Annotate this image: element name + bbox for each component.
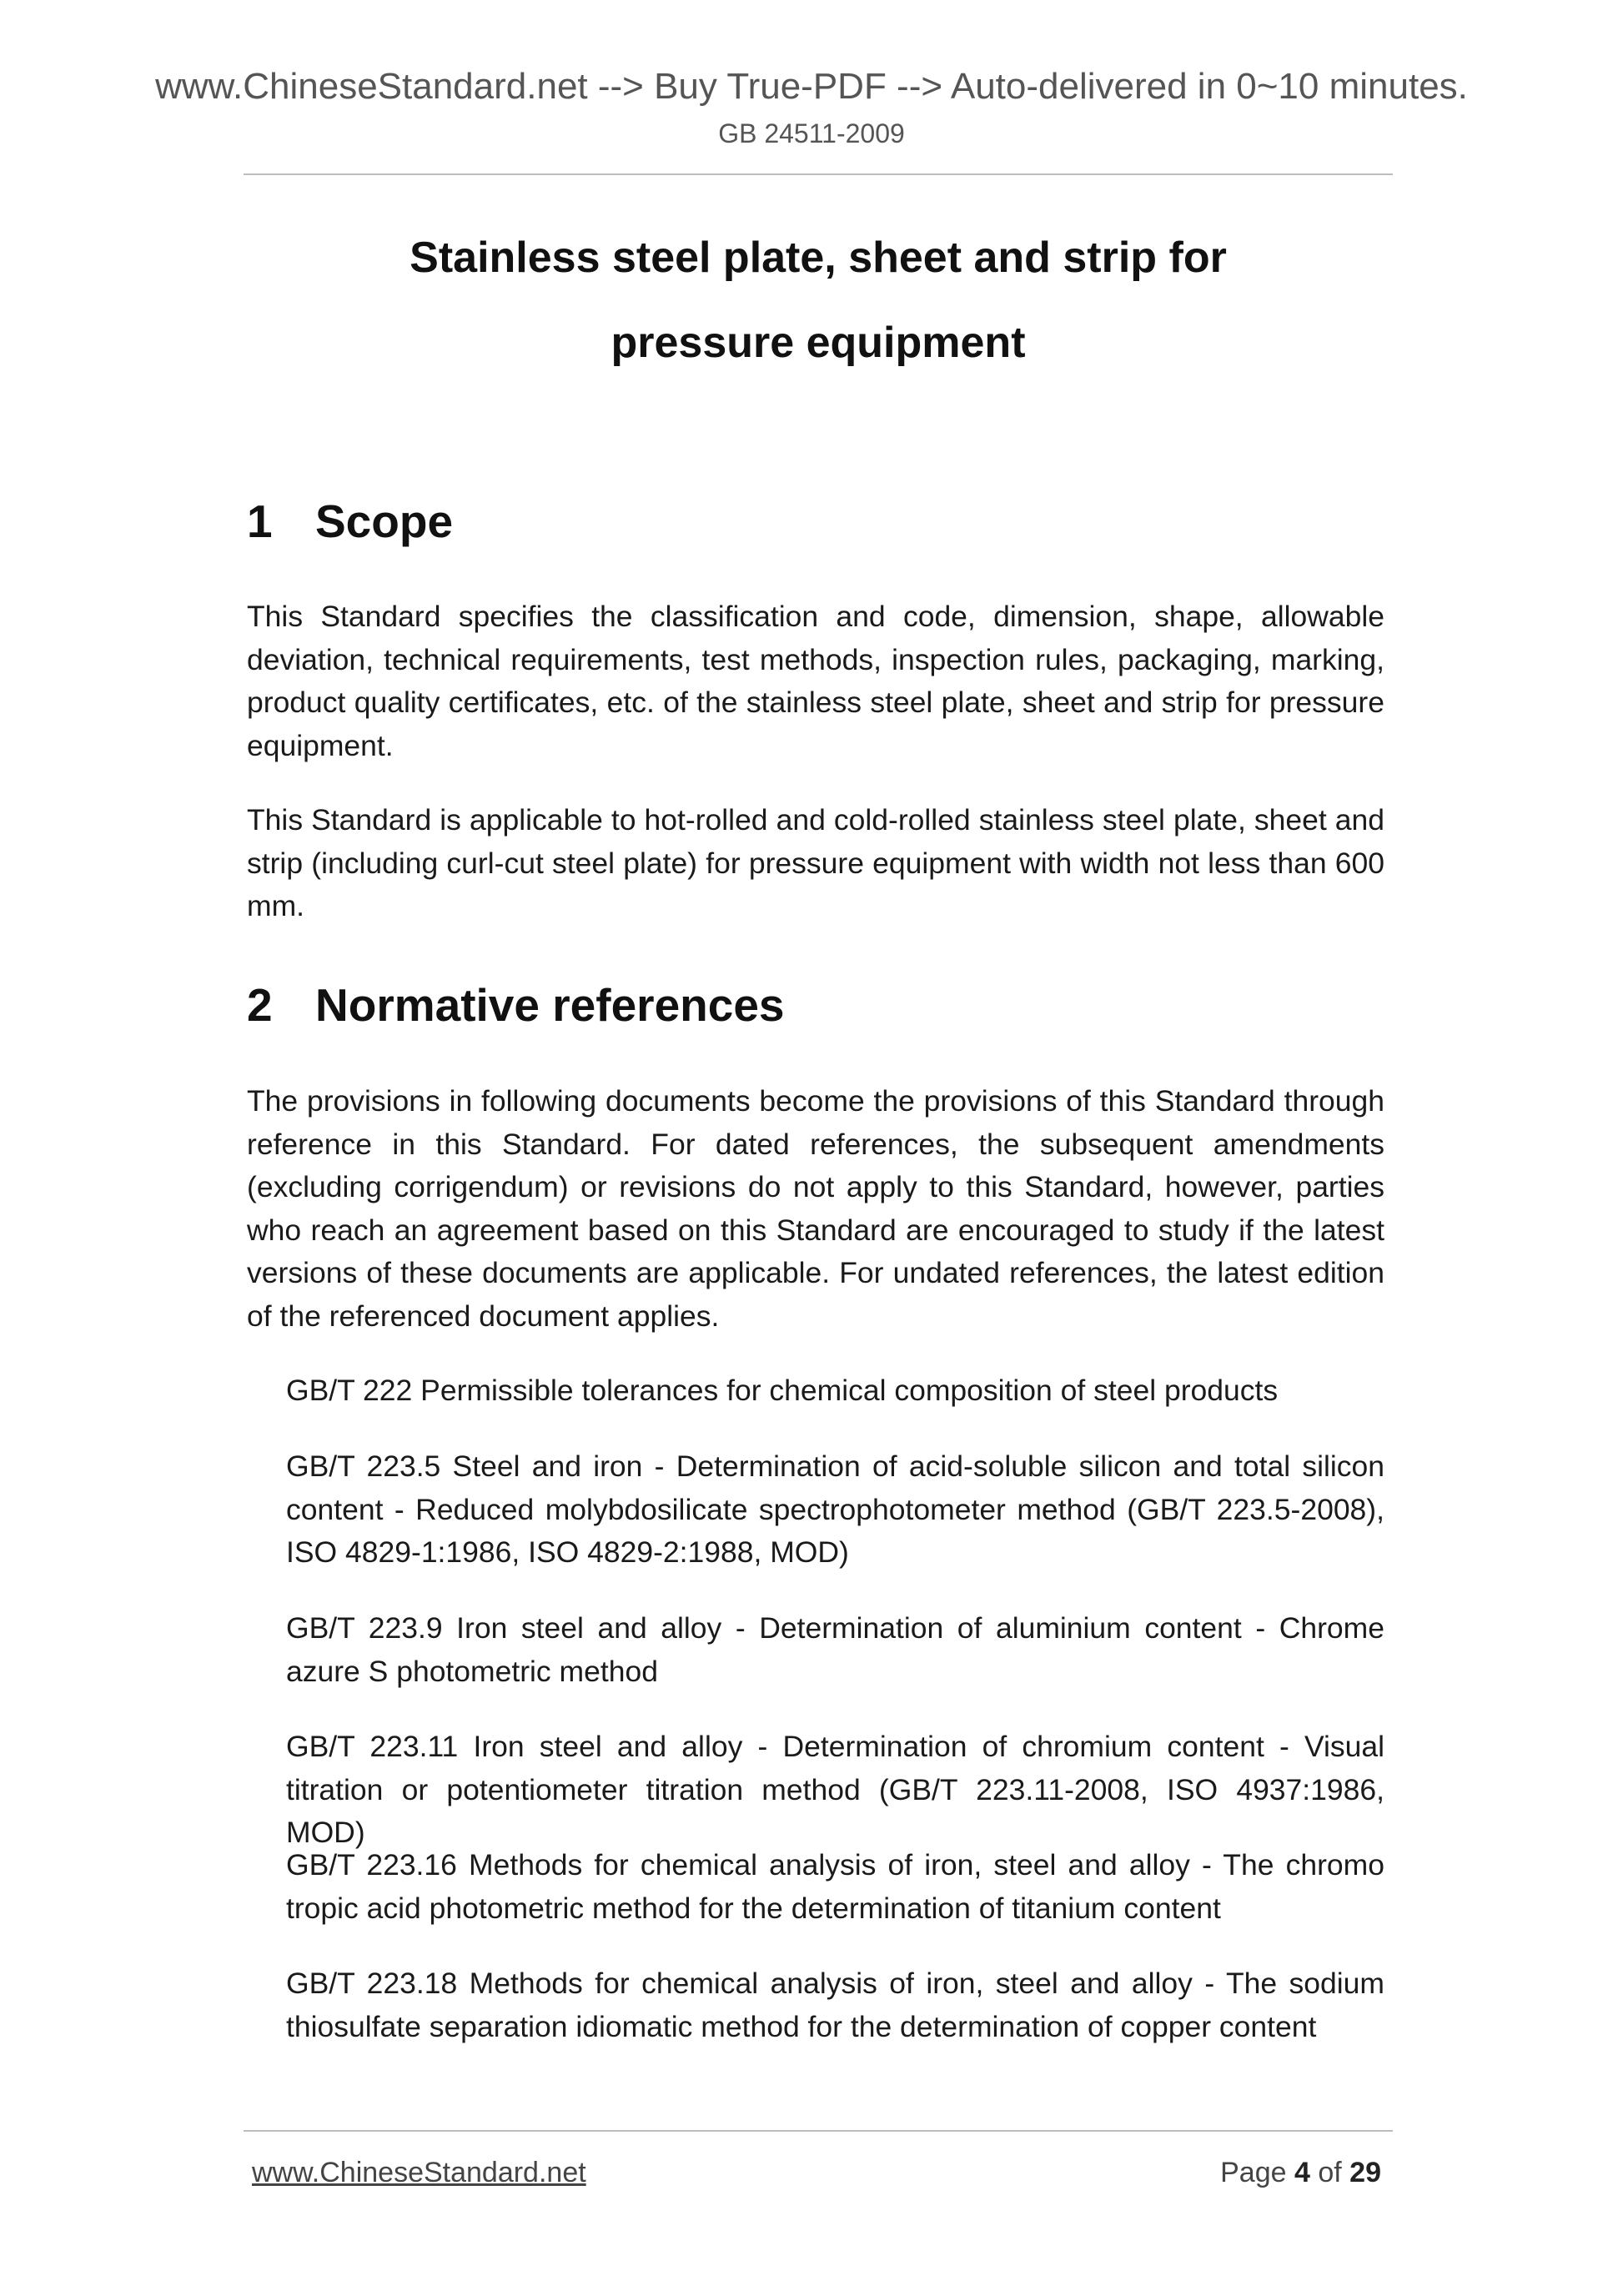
section-title: Scope <box>315 495 454 547</box>
header-banner: www.ChineseStandard.net --> Buy True-PDF --> Auto-delivered in 0~10 minutes. <box>155 66 1468 107</box>
footer-divider <box>244 2130 1393 2132</box>
reference-item: GB/T 223.9 Iron steel and alloy - Determination of aluminium content - Chrome azure S photometric method <box>286 1611 1384 1688</box>
scope-paragraph-1: This Standard specifies the classification and code, dimension, shape, allowable deviation, technical requirements, test methods, inspection rules, packaging, marking, product quality certificates, etc. of the stainless steel plate, sheet and strip for pressure equipment. <box>247 600 1384 762</box>
section-title: Normative references <box>315 979 785 1031</box>
section-heading-scope <box>247 492 453 550</box>
reference-item: GB/T 223.11 Iron steel and alloy - Determination of chromium content - Visual titration or potentiometer titration method (GB/T 223.11-2008, ISO 4937:1986, MOD) <box>286 1730 1384 1849</box>
reference-item: GB/T 222 Permissible tolerances for chemical composition of steel products <box>286 1374 1279 1407</box>
document-title-line-2: pressure equipment <box>611 319 1026 367</box>
section-number: 1 <box>247 495 273 547</box>
normative-references-intro: The provisions in following documents become the provisions of this Standard through reference in this Standard. For dated references, the subsequent amendments (excluding corrigendum) or revisions do not apply to this Standard, however, parties who reach an agreement based on this Standard are encouraged to study if the latest versions of these documents are applicable. For undated references, the latest edition of the referenced document applies. <box>247 1084 1384 1333</box>
reference-item: GB/T 223.18 Methods for chemical analysis of iron, steel and alloy - The sodium thiosulfate separation idiomatic method for the determination of copper content <box>286 1967 1384 2043</box>
standard-code: GB 24511-2009 <box>718 118 905 148</box>
page-current: 4 <box>1294 2157 1310 2188</box>
scope-paragraph-2: This Standard is applicable to hot-rolled and cold-rolled stainless steel plate, sheet and strip (including curl-cut steel plate) for pressure equipment with width not less than 600 mm. <box>247 803 1384 922</box>
reference-item: GB/T 223.16 Methods for chemical analysis of iron, steel and alloy - The chromo tropic acid photometric method for the determination of titanium content <box>286 1848 1384 1925</box>
footer-site-link[interactable]: www.ChineseStandard.net <box>252 2157 586 2188</box>
page-of: of <box>1318 2157 1342 2188</box>
reference-item: GB/T 223.5 Steel and iron - Determination of acid-soluble silicon and total silicon content - Reduced molybdosilicate spectrophotometer method (GB/T 223.5-2008), ISO 4829-1:1986, ISO 4829-2:1988, MOD) <box>286 1449 1384 1569</box>
header-divider <box>244 173 1393 175</box>
document-title <box>244 215 1393 385</box>
page-total: 29 <box>1349 2157 1381 2188</box>
page-label: Page <box>1220 2157 1287 2188</box>
document-title-line-1: Stainless steel plate, sheet and strip for <box>410 234 1227 282</box>
section-number: 2 <box>247 979 273 1031</box>
section-heading-normative-references <box>247 976 785 1034</box>
page-indicator <box>1220 2153 1381 2192</box>
